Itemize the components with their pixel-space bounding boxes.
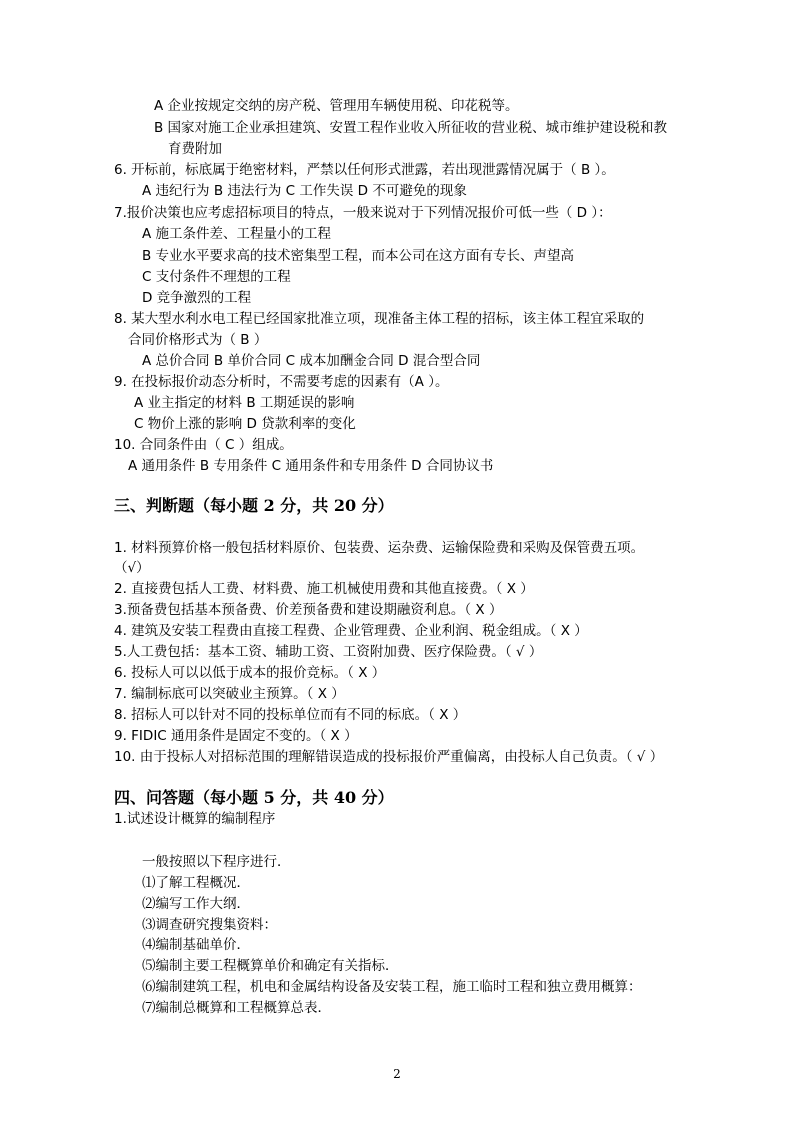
answer-step-4: ⑷编制基础单价． [142,937,250,953]
q7-option-b: B 专业水平要求高的技术密集型工程，而本公司在这方面有专长、声望高 [142,248,575,264]
judge-item-7: 7. 编制标底可以突破业主预算。（ X ） [114,686,345,702]
q6-options: A 违纪行为 B 违法行为 C 工作失误 D 不可避免的现象 [142,183,467,199]
q9-options-line1: A 业主指定的材料 B 工期延误的影响 [134,395,355,411]
answer-step-6: ⑹编制建筑工程，机电和金属结构设备及安装工程，施工临时工程和独立费用概算： [142,979,642,995]
q9-stem: 9. 在投标报价动态分析时，不需要考虑的因素有（A ）。 [114,374,449,390]
judge-item-10: 10. 由于投标人对招标范围的理解错误造成的投标报价严重偏离，由投标人自己负责。（ √ ） [114,749,664,765]
q6-stem: 6. 开标前，标底属于绝密材料，严禁以任何形式泄露，若出现泄露情况属于（ B ）。 [114,162,615,178]
q5-option-b-cont: 育费附加 [168,141,222,157]
judge-item-6: 6. 投标人可以以低于成本的报价竞标。（ X ） [114,665,386,681]
judge-item-5: 5.人工费包括：基本工资、辅助工资、工资附加费、医疗保险费。（ √ ） [114,644,543,660]
judge-item-4: 4. 建筑及安装工程费由直接工程费、企业管理费、企业利润、税金组成。（ X ） [114,623,588,639]
q8-options: A 总价合同 B 单价合同 C 成本加酬金合同 D 混合型合同 [142,353,481,369]
q10-stem: 10. 合同条件由（ C ）组成。 [114,437,293,453]
answer-step-5: ⑸编制主要工程概算单价和确定有关指标． [142,958,399,974]
answer-step-2: ⑵编写工作大纲． [142,896,250,912]
answer-step-7: ⑺编制总概算和工程概算总表． [142,1000,331,1016]
q7-option-a: A 施工条件差、工程量小的工程 [142,226,332,242]
q5-option-a: A 企业按规定交纳的房产税、管理用车辆使用税、印花税等。 [154,98,519,114]
judge-item-9: 9. FIDIC 通用条件是固定不变的。（ X ） [114,728,358,744]
answer-step-1: ⑴了解工程概况． [142,875,250,891]
section-3-title: 三、判断题（每小题 2 分，共 20 分） [114,496,394,515]
q7-stem: 7.报价决策也应考虑招标项目的特点，一般来说对于下列情况报价可低一些（ D ）： [114,205,612,221]
judge-item-8: 8. 招标人可以针对不同的投标单位而有不同的标底。（ X ） [114,707,467,723]
q7-option-d: D 竞争激烈的工程 [142,290,252,306]
q8-stem-line1: 8. 某大型水利水电工程已经国家批准立项，现准备主体工程的招标，该主体工程宜采取的 [114,311,645,327]
q8-stem-line2: 合同价格形式为（ B ） [128,332,268,348]
answer-step-3: ⑶调查研究搜集资料： [142,917,277,933]
judge-item-3: 3.预备费包括基本预备费、价差预备费和建设期融资利息。（ X ） [114,602,503,618]
page-number: 2 [393,1067,401,1081]
q5-option-b: B 国家对施工企业承担建筑、安置工程作业收入所征收的营业税、城市维护建设税和教 [154,120,668,136]
q10-options: A 通用条件 B 专用条件 C 通用条件和专用条件 D 合同协议书 [128,458,494,474]
q7-option-c: C 支付条件不理想的工程 [142,269,291,285]
judge-item-1: 1. 材料预算价格一般包括材料原价、包装费、运杂费、运输保险费和采购及保管费五项。 [114,540,645,556]
judge-item-1-answer: （√） [114,560,150,576]
judge-item-2: 2. 直接费包括人工费、材料费、施工机械使用费和其他直接费。（ X ） [114,581,534,597]
qa-question-1: 1.试述设计概算的编制程序 [114,811,276,827]
q9-options-line2: C 物价上涨的影响 D 贷款利率的变化 [134,416,356,432]
answer-intro: 一般按照以下程序进行． [142,854,291,870]
section-4-title: 四、问答题（每小题 5 分，共 40 分） [114,788,394,807]
